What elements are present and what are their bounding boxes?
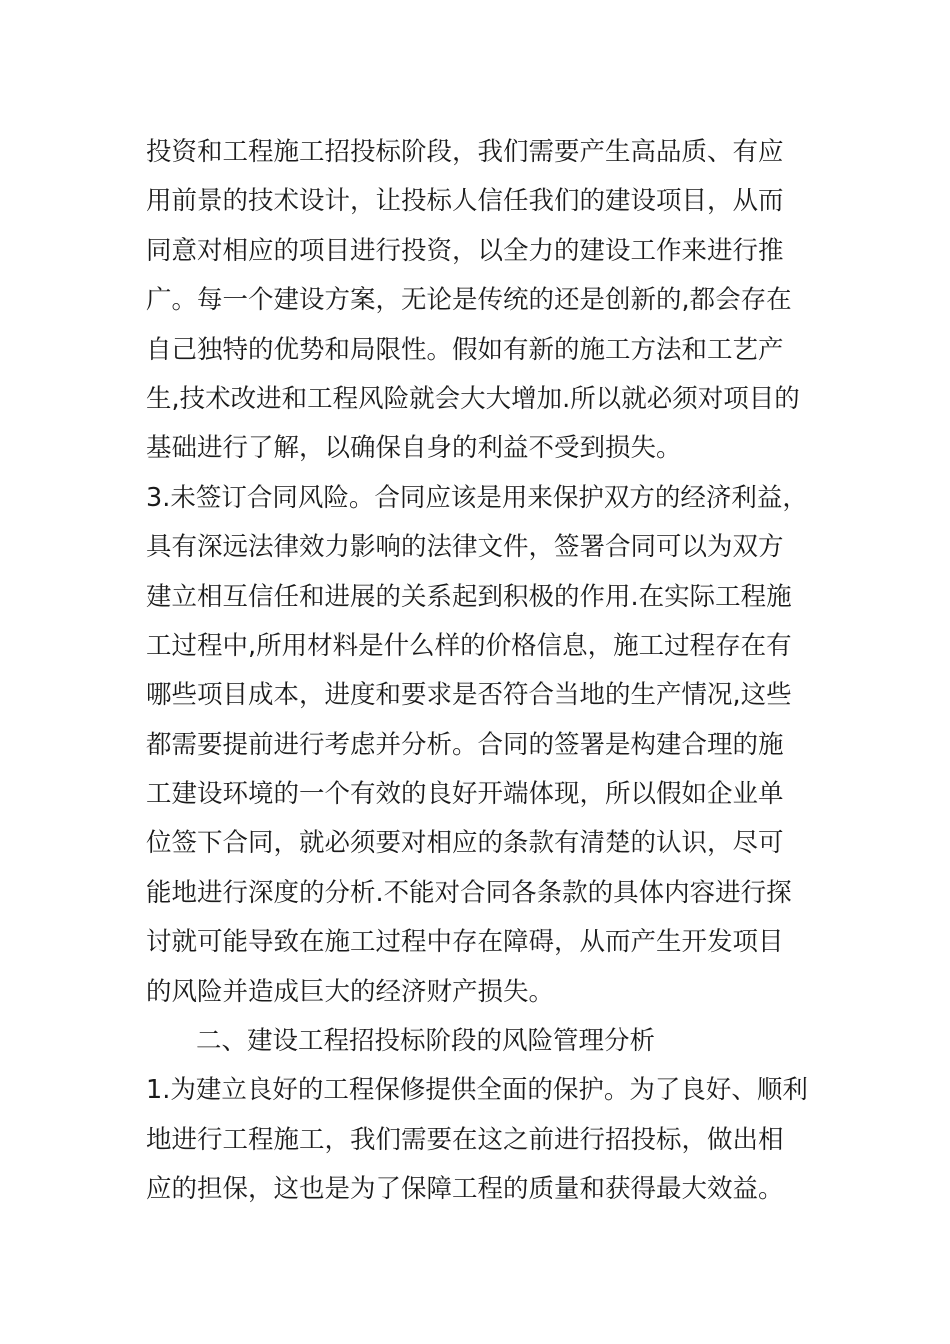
text-line: 应的担保，这也是为了保障工程的质量和获得最大效益。 (146, 1174, 784, 1205)
text-line: 建立相互信任和进展的关系起到积极的作用.在实际工程施 (146, 581, 792, 612)
text-line: 基础进行了解，以确保自身的利益不受到损失。 (146, 433, 682, 464)
text-line: 位签下合同，就必须要对相应的条款有清楚的认识，尽可 (146, 828, 784, 859)
section-heading: 二、建设工程招投标阶段的风险管理分析 (196, 1026, 656, 1057)
text-line: 同意对相应的项目进行投资，以全力的建设工作来进行推 (146, 235, 784, 266)
text-line: 能地进行深度的分析.不能对合同各条款的具体内容进行探 (146, 877, 792, 908)
text-line: 具有深远法律效力影响的法律文件，签署合同可以为双方 (146, 532, 784, 563)
text-line: 讨就可能导致在施工过程中存在障碍，从而产生开发项目 (146, 927, 784, 958)
text-line: 用前景的技术设计，让投标人信任我们的建设项目，从而 (146, 186, 784, 217)
body-text (146, 128, 816, 1215)
text-line: 工建设环境的一个有效的良好开端体现，所以假如企业单 (146, 779, 784, 810)
text-line: 的风险并造成巨大的经济财产损失。 (146, 976, 555, 1007)
text-line: 哪些项目成本，进度和要求是否符合当地的生产情况,这些 (146, 680, 792, 711)
text-line: 投资和工程施工招投标阶段，我们需要产生高品质、有应 (146, 137, 784, 167)
text-line: 都需要提前进行考虑并分析。合同的签署是构建合理的施 (146, 729, 784, 760)
text-line: 广。每一个建设方案，无论是传统的还是创新的,都会存在 (146, 285, 792, 316)
text-line: 1.为建立良好的工程保修提供全面的保护。为了良好、顺利 (146, 1075, 808, 1106)
text-line: 3.未签订合同风险。合同应该是用来保护双方的经济利益， (146, 482, 808, 513)
text-line: 地进行工程施工，我们需要在这之前进行招投标，做出相 (146, 1124, 784, 1155)
text-line: 生,技术改进和工程风险就会大大增加.所以就必须对项目的 (146, 383, 800, 414)
text-line: 自己独特的优势和局限性。假如有新的施工方法和工艺产 (146, 334, 784, 365)
text-line: 工过程中,所用材料是什么样的价格信息，施工过程存在有 (146, 630, 792, 661)
